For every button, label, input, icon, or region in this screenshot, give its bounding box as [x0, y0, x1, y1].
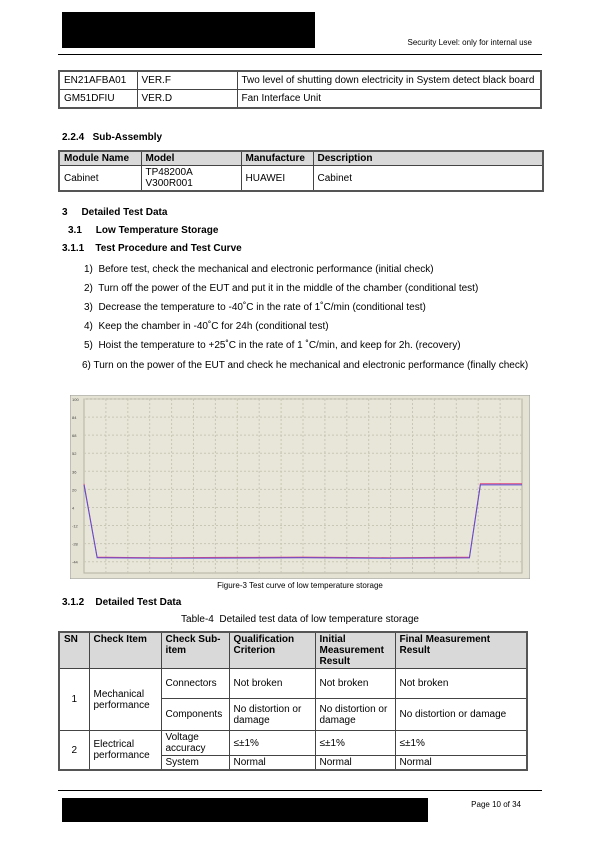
list-item: 1) Before test, check the mechanical and electronic performance (initial check): [84, 264, 434, 275]
header-rule: [58, 54, 542, 55]
criterion: Normal: [229, 756, 315, 771]
table-row: [59, 90, 541, 109]
col-final-result: Final Measurement Result: [395, 632, 527, 669]
initial-result: ≤±1%: [315, 731, 395, 756]
procedure-steps: [84, 260, 544, 373]
col-check-item: Check Item: [89, 632, 161, 669]
description: Cabinet: [313, 166, 543, 192]
part-version: VER.D: [137, 90, 237, 109]
section-3-1-heading: 3.1 Low Temperature Storage: [68, 225, 219, 236]
redacted-footer-bar: [62, 798, 428, 822]
list-item: 2) Turn off the power of the EUT and put it in the middle of the chamber (conditional test): [84, 283, 479, 294]
check-sub-item: System: [161, 756, 229, 771]
criterion: No distortion or damage: [229, 699, 315, 731]
list-item: 5) Hoist the temperature to +25˚C in the rate of 1 ˚C/min, and keep for 2h. (recovery): [84, 340, 461, 351]
test-data-table: [58, 631, 528, 771]
check-sub-item: Connectors: [161, 669, 229, 699]
col-criterion: Qualification Criterion: [229, 632, 315, 669]
part-description: Fan Interface Unit: [237, 90, 541, 109]
parts-table: [58, 70, 542, 109]
plot-area: [84, 399, 522, 573]
section-3-heading: 3 Detailed Test Data: [62, 207, 168, 218]
y-tick-label: -12: [72, 523, 78, 529]
y-tick-label: 52: [72, 451, 77, 457]
part-code: EN21AFBA01: [59, 71, 137, 90]
col-check-sub-item: Check Sub-item: [161, 632, 229, 669]
table-header-row: [59, 632, 527, 669]
figure-caption: Figure-3 Test curve of low temperature storage: [217, 581, 383, 590]
section-3-1-1-heading: 3.1.1 Test Procedure and Test Curve: [62, 243, 242, 254]
section-3-1-2-heading: 3.1.2 Detailed Test Data: [62, 597, 182, 608]
security-level: Security Level: only for internal use: [407, 38, 532, 47]
criterion: ≤±1%: [229, 731, 315, 756]
y-tick-label: -28: [72, 541, 78, 547]
module-name: Cabinet: [59, 166, 141, 192]
col-manufacture: Manufacture: [241, 151, 313, 166]
y-tick-label: 100: [72, 397, 79, 402]
sn: 2: [59, 731, 89, 771]
check-item: Mechanical performance: [89, 669, 161, 731]
final-result: Normal: [395, 756, 527, 771]
final-result: Not broken: [395, 669, 527, 699]
final-result: No distortion or damage: [395, 699, 527, 731]
table-header-row: [59, 151, 543, 166]
sub-assembly-heading: 2.2.4 Sub-Assembly: [62, 132, 163, 143]
part-code: GM51DFIU: [59, 90, 137, 109]
sn: 1: [59, 669, 89, 731]
table-row: [59, 669, 527, 699]
y-tick-label: 68: [72, 433, 77, 439]
final-result: ≤±1%: [395, 731, 527, 756]
table-row: [59, 166, 543, 192]
list-item: 3) Decrease the temperature to -40˚C in the rate of 1˚C/min (conditional test): [84, 302, 426, 313]
y-tick-label: 20: [72, 487, 77, 493]
test-curve-chart: [70, 395, 530, 579]
table-caption: Table-4 Detailed test data of low temperature storage: [181, 614, 419, 625]
model: TP48200A V300R001: [141, 166, 241, 192]
y-tick-label: 84: [72, 415, 77, 421]
page-number: Page 10 of 34: [471, 800, 521, 809]
col-module-name: Module Name: [59, 151, 141, 166]
y-tick-label: -44: [72, 559, 78, 565]
redacted-header-logo: [62, 12, 315, 48]
check-sub-item: Components: [161, 699, 229, 731]
initial-result: No distortion or damage: [315, 699, 395, 731]
manufacture: HUAWEI: [241, 166, 313, 192]
col-sn: SN: [59, 632, 89, 669]
col-description: Description: [313, 151, 543, 166]
list-item: 4) Keep the chamber in -40˚C for 24h (conditional test): [84, 321, 329, 332]
initial-result: Not broken: [315, 669, 395, 699]
criterion: Not broken: [229, 669, 315, 699]
footer-rule: [58, 790, 542, 791]
initial-result: Normal: [315, 756, 395, 771]
check-sub-item: Voltage accuracy: [161, 731, 229, 756]
list-item: 6) Turn on the power of the EUT and check he mechanical and electronic performance (finally check): [82, 360, 529, 371]
y-tick-label: 36: [72, 469, 77, 475]
table-row: [59, 731, 527, 756]
part-description: Two level of shutting down electricity in System detect black board: [237, 71, 541, 90]
part-version: VER.F: [137, 71, 237, 90]
table-row: [59, 71, 541, 90]
sub-assembly-table: [58, 150, 544, 192]
check-item: Electrical performance: [89, 731, 161, 771]
col-model: Model: [141, 151, 241, 166]
col-initial-result: Initial Measurement Result: [315, 632, 395, 669]
y-tick-label: 4: [72, 505, 75, 511]
